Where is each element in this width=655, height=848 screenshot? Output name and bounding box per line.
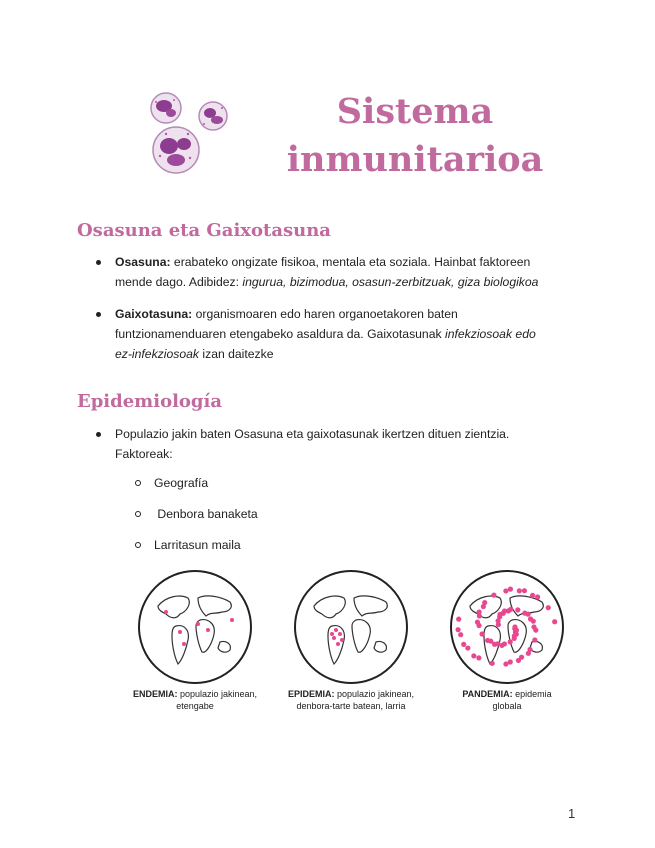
case-dot [230,618,234,622]
case-dot [491,593,496,598]
case-dot [501,611,506,616]
case-dot [164,610,168,614]
definition: Populazio jakin baten Osasuna eta gaixotasunak ikertzen dituen zientzia. Faktoreak: [115,427,510,461]
case-dot [515,607,520,612]
globe-pandemia [432,568,582,718]
case-dot [522,588,527,593]
globe-caption: PANDEMIA: epidemia globala [462,689,552,711]
case-dot [503,588,508,593]
section-heading-epidemiologia: Epidemiología [77,391,223,412]
case-dot [481,604,486,609]
case-dot [332,636,336,640]
case-dot [490,661,495,666]
case-dot [206,628,210,632]
case-dot [506,608,511,613]
list-item-epidemiologia [115,424,555,464]
case-dot [461,642,466,647]
bullet-icon [96,312,101,317]
list-item-gaixotasuna [115,304,555,364]
case-dot [517,588,522,593]
case-dot [508,587,513,592]
disease-types: infekziosoak edo ez-infekziosoak [115,327,536,361]
term: Gaixotasuna: [115,307,193,321]
globe-icon [448,568,566,686]
definition-tail: izan daitezke [199,347,274,361]
case-dot [528,616,533,621]
globe-icon [292,568,410,686]
factor-item: Larritasun maila [154,535,241,555]
case-dot [527,647,532,652]
definition: organismoaren edo haren organoetakoren baten funtzionamenduaren etengabeko asaldura da. Gaixotasunak [115,307,458,341]
case-dot [502,641,507,646]
case-dot [476,655,481,660]
term: Osasuna: [115,255,171,269]
definition: erabateko ongizate fisikoa, mentala eta soziala. Hainbat faktoreen mende dago. Adibidez: [115,255,531,289]
case-dot [477,613,482,618]
page-title: Sistema inmunitarioa [286,91,544,180]
case-dot [495,641,500,646]
case-dot [532,637,537,642]
case-dot [508,639,513,644]
case-dot [455,627,460,632]
case-dot [456,617,461,622]
case-dot [330,632,334,636]
globe-caption: ENDEMIA: populazio jakinean, etengabe [132,689,258,711]
globe-endemia [120,568,270,718]
page-number: 1 [568,806,576,821]
case-dot [458,632,463,637]
examples: ingurua, bizimodua, osasun-zerbitzuak, giza biologikoa [242,275,539,289]
case-dot [535,594,540,599]
case-dot [508,659,513,664]
epidemiology-globes-figure [118,568,586,718]
circle-bullet-icon [135,480,141,486]
globe-icon [136,568,254,686]
globe-caption: EPIDEMIA: populazio jakinean, denbora-tarte batean, larria [287,689,415,711]
neutrophil-cells-icon [140,88,235,178]
case-dot [338,632,342,636]
circle-bullet-icon [135,511,141,517]
list-item-osasuna [115,252,555,292]
case-dot [552,619,557,624]
case-dot [336,642,340,646]
bullet-icon [96,432,101,437]
case-dot [479,631,484,636]
factor-item: Geografía [154,473,208,493]
section-heading-osasuna: Osasuna eta Gaixotasuna [77,220,331,241]
case-dot [531,624,536,629]
bullet-icon [96,260,101,265]
case-dot [334,628,338,632]
case-dot [340,638,344,642]
factor-item: Denbora banaketa [154,504,258,524]
case-dot [546,605,551,610]
case-dot [465,645,470,650]
case-dot [530,593,535,598]
case-dot [512,633,517,638]
case-dot [471,653,476,658]
case-dot [178,630,182,634]
case-dot [522,611,527,616]
case-dot [182,642,186,646]
case-dot [476,623,481,628]
case-dot [196,622,200,626]
case-dot [519,655,524,660]
circle-bullet-icon [135,542,141,548]
globe-epidemia [276,568,426,718]
case-dot [488,639,493,644]
